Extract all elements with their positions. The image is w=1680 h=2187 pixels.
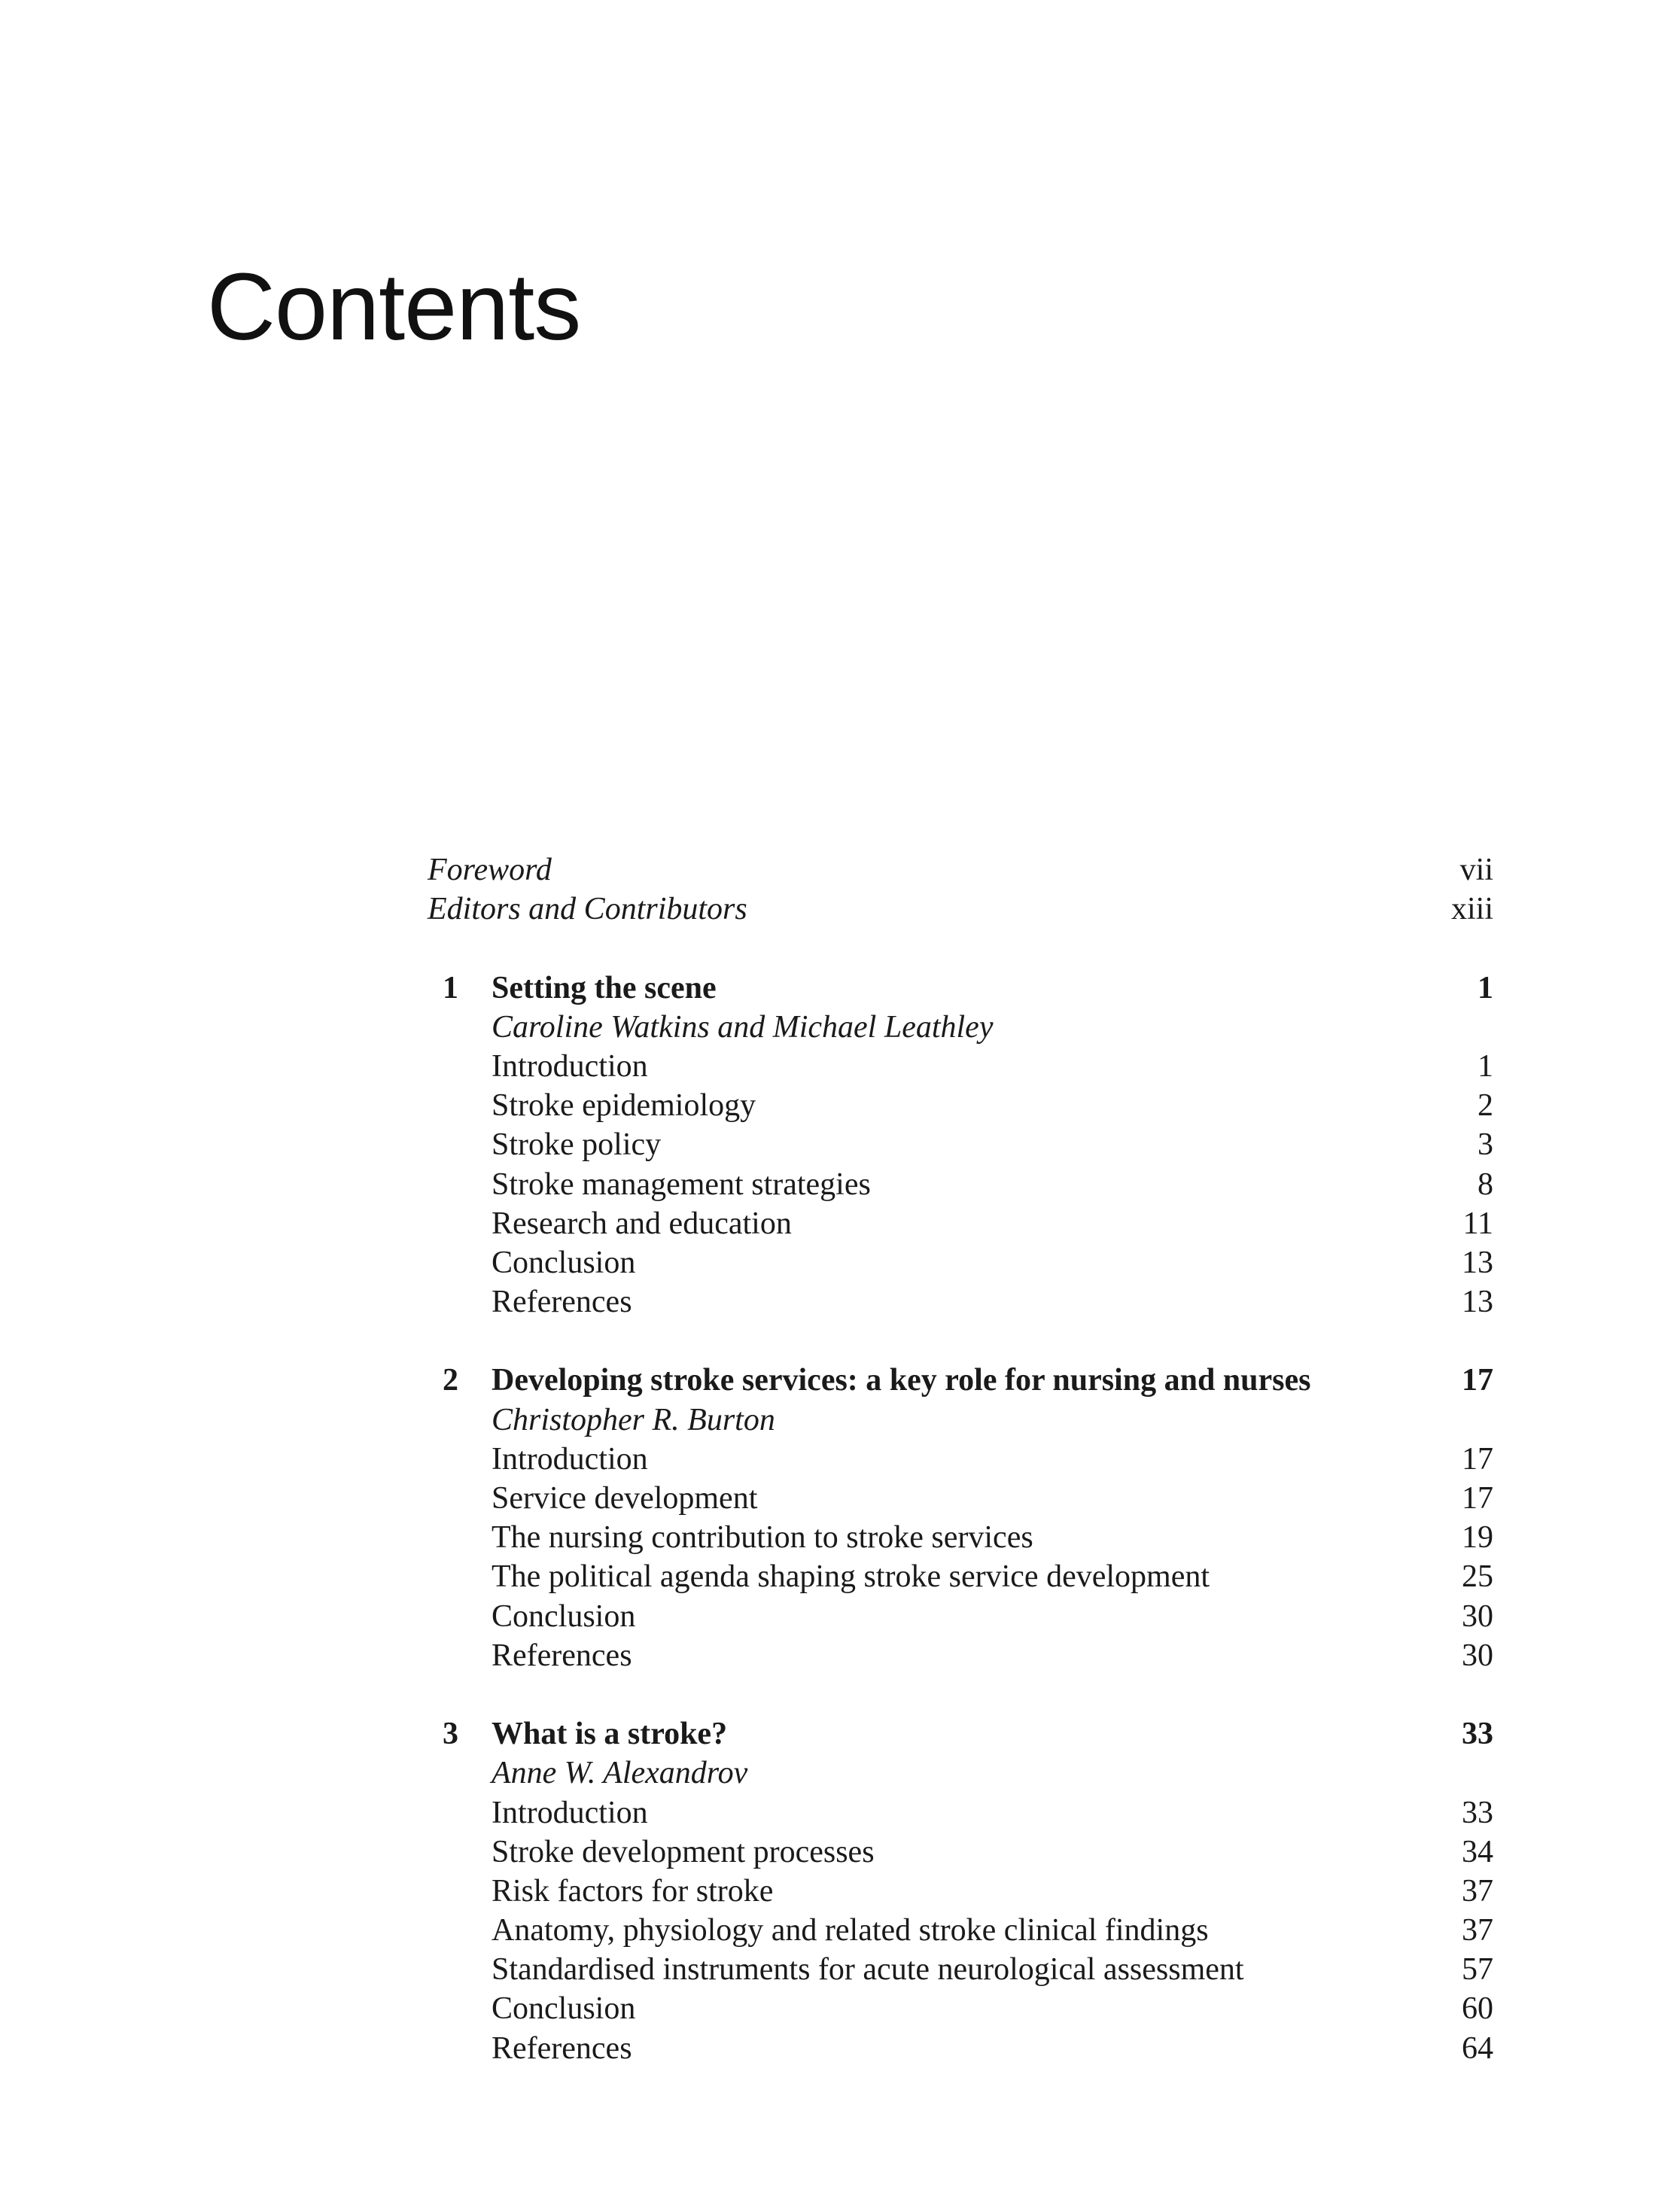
toc-section[interactable]	[428, 1440, 1493, 1479]
section-label: Risk factors for stroke	[492, 1873, 774, 1909]
section-label: Stroke policy	[492, 1127, 662, 1163]
section-label: Service development	[492, 1481, 758, 1516]
section-page: 57	[1462, 1952, 1493, 1988]
chapter-authors	[428, 1754, 1493, 1793]
section-label: Stroke management strategies	[492, 1167, 871, 1202]
section-label: Standardised instruments for acute neurological assessment	[492, 1952, 1244, 1988]
toc-section[interactable]	[428, 1125, 1493, 1164]
section-page: 19	[1462, 1520, 1493, 1556]
section-label: Introduction	[492, 1795, 648, 1830]
section-page: 8	[1478, 1167, 1493, 1202]
chapter-authors-text: Caroline Watkins and Michael Leathley	[492, 1009, 994, 1045]
section-page: 30	[1462, 1598, 1493, 1634]
section-label: The nursing contribution to stroke services	[492, 1520, 1033, 1556]
toc-section[interactable]	[428, 1047, 1493, 1086]
section-label: The political agenda shaping stroke service development	[492, 1559, 1210, 1595]
section-page: 13	[1462, 1285, 1493, 1320]
chapter-page: 33	[1462, 1717, 1493, 1752]
section-label: Conclusion	[492, 1245, 636, 1280]
chapter-page: 1	[1478, 970, 1493, 1005]
toc-entry-page: xiii	[1450, 892, 1493, 927]
toc-section[interactable]	[428, 1833, 1493, 1872]
chapter-authors-text: Christopher R. Burton	[492, 1402, 775, 1437]
toc-section[interactable]	[428, 1636, 1493, 1675]
section-page: 30	[1462, 1638, 1493, 1673]
spacer	[428, 1322, 1493, 1361]
chapter-title: Setting the scene	[492, 970, 717, 1005]
toc-entry-label: Foreword	[428, 853, 552, 887]
section-label: References	[492, 1638, 632, 1673]
section-page: 34	[1462, 1834, 1493, 1869]
section-page: 37	[1462, 1913, 1493, 1948]
section-label: References	[492, 2030, 632, 2066]
toc-section[interactable]	[428, 1597, 1493, 1636]
section-page: 17	[1462, 1441, 1493, 1477]
section-label: Research and education	[492, 1206, 792, 1241]
section-page: 2	[1478, 1088, 1493, 1124]
section-label: Conclusion	[492, 1598, 636, 1634]
section-page: 13	[1462, 1245, 1493, 1280]
toc-section[interactable]	[428, 1243, 1493, 1282]
section-page: 11	[1462, 1206, 1493, 1241]
chapter-authors-text: Anne W. Alexandrov	[492, 1756, 748, 1791]
toc-section[interactable]	[428, 1204, 1493, 1243]
toc-entry-page: vii	[1459, 853, 1493, 887]
toc-section[interactable]	[428, 1165, 1493, 1204]
chapter-authors	[428, 1008, 1493, 1047]
section-page: 3	[1478, 1127, 1493, 1163]
chapter-page: 17	[1462, 1363, 1493, 1398]
section-page: 1	[1478, 1048, 1493, 1084]
toc-section[interactable]	[428, 1086, 1493, 1125]
toc-entry-label: Editors and Contributors	[428, 892, 747, 927]
toc-section[interactable]	[428, 1479, 1493, 1518]
section-page: 37	[1462, 1873, 1493, 1909]
toc-section[interactable]	[428, 1989, 1493, 2028]
toc-section[interactable]	[428, 1557, 1493, 1596]
section-page: 60	[1462, 1991, 1493, 2027]
chapter-title: Developing stroke services: a key role for nursing and nurses	[492, 1363, 1311, 1398]
toc-section[interactable]	[428, 1911, 1493, 1950]
toc-section[interactable]	[428, 1518, 1493, 1557]
table-of-contents	[428, 850, 1493, 2068]
page-title: Contents	[207, 254, 581, 360]
section-label: Stroke development processes	[492, 1834, 875, 1869]
toc-section[interactable]	[428, 1950, 1493, 1989]
section-page: 64	[1462, 2030, 1493, 2066]
toc-section[interactable]	[428, 1793, 1493, 1833]
spacer	[428, 929, 1493, 968]
section-label: References	[492, 1285, 632, 1320]
section-page: 25	[1462, 1559, 1493, 1595]
chapter-number: 1	[443, 970, 458, 1005]
section-page: 33	[1462, 1795, 1493, 1830]
chapter-heading-1[interactable]	[428, 969, 1493, 1008]
toc-section[interactable]	[428, 1872, 1493, 1911]
chapter-title: What is a stroke?	[492, 1717, 728, 1752]
chapter-number: 2	[443, 1363, 458, 1398]
section-label: Stroke epidemiology	[492, 1088, 756, 1124]
toc-section[interactable]	[428, 2029, 1493, 2068]
toc-entry-foreword[interactable]	[428, 850, 1493, 890]
toc-entry-editors-and-contributors[interactable]	[428, 890, 1493, 929]
chapter-number: 3	[443, 1717, 458, 1752]
section-page: 17	[1462, 1481, 1493, 1516]
chapter-authors	[428, 1401, 1493, 1440]
section-label: Conclusion	[492, 1991, 636, 2027]
chapter-heading-3[interactable]	[428, 1714, 1493, 1754]
section-label: Anatomy, physiology and related stroke clinical findings	[492, 1913, 1209, 1948]
toc-section[interactable]	[428, 1282, 1493, 1322]
section-label: Introduction	[492, 1048, 648, 1084]
section-label: Introduction	[492, 1441, 648, 1477]
chapter-heading-2[interactable]	[428, 1361, 1493, 1400]
spacer	[428, 1675, 1493, 1714]
